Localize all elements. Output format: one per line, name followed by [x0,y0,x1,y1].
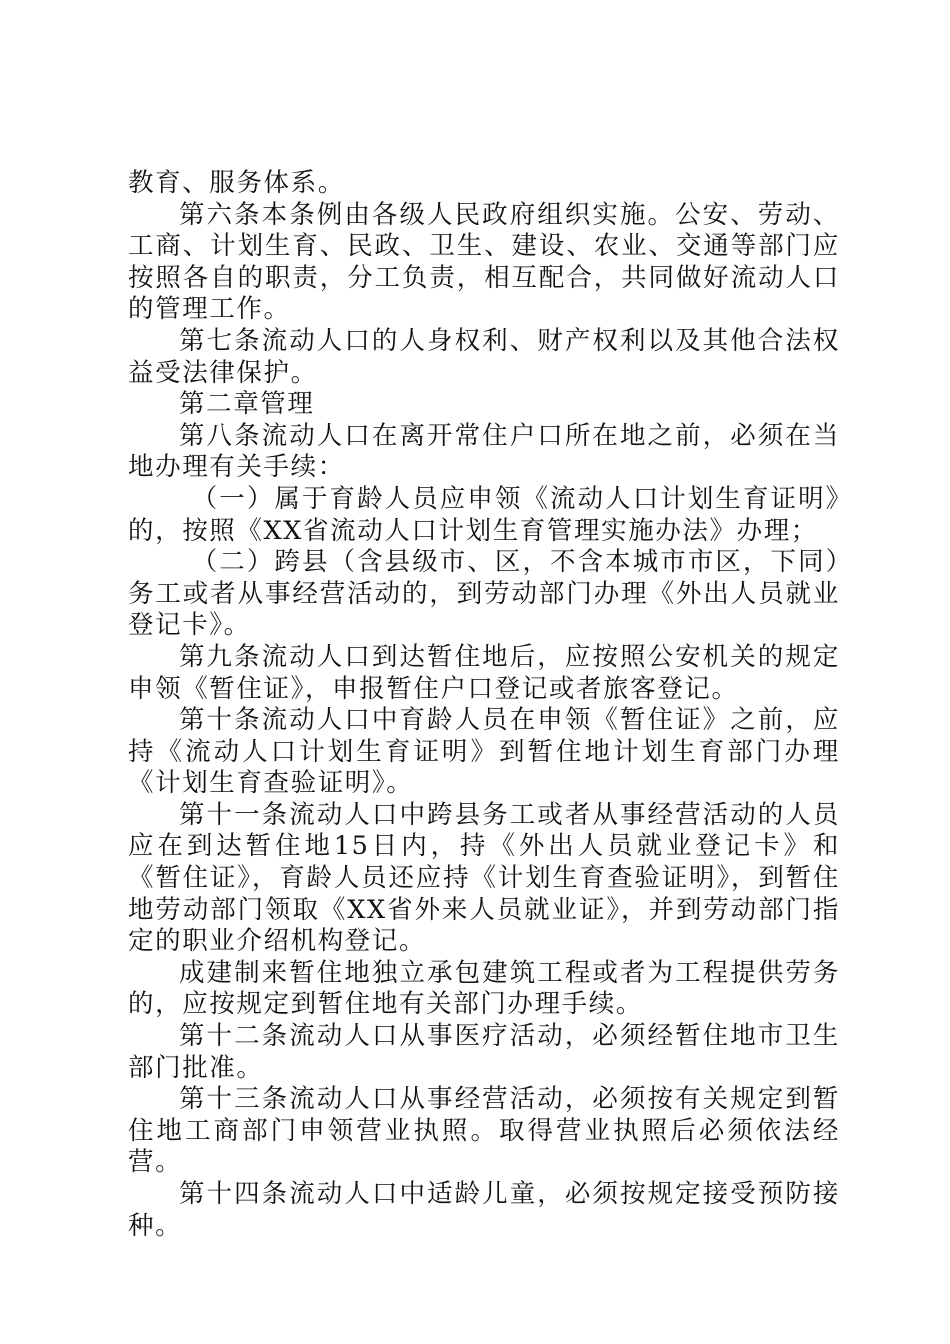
article-13: 第十三条流动人口从事经营活动，必须按有关规定到暂住地工商部门申领营业执照。取得营业执照后必须依法经营。 [128,1084,840,1178]
article-10: 第十条流动人口中育龄人员在申领《暂住证》之前，应持《流动人口计划生育证明》到暂住地计划生育部门办理《计划生育查验证明》。 [128,705,840,799]
article-9: 第九条流动人口到达暂住地后，应按照公安机关的规定申领《暂住证》，申报暂住户口登记或者旅客登记。 [128,641,840,704]
document-body [128,168,840,1242]
paragraph-continuation: 教育、服务体系。 [128,168,345,198]
article-11-supplement: 成建制来暂住地独立承包建筑工程或者为工程提供劳务的，应按规定到暂住地有关部门办理手续。 [128,957,840,1020]
article-8-item-1: （一）属于育龄人员应申领《流动人口计划生育证明》的，按照《XX省流动人口计划生育管理实施办法》办理； [128,483,840,546]
article-6: 第六条本条例由各级人民政府组织实施。公安、劳动、工商、计划生育、民政、卫生、建设、农业、交通等部门应按照各自的职责，分工负责，相互配合，共同做好流动人口的管理工作。 [128,199,840,325]
article-8-item-2: （二）跨县（含县级市、区，不含本城市市区，下同）务工或者从事经营活动的，到劳动部门办理《外出人员就业登记卡》。 [128,547,840,641]
chapter-heading: 第二章管理 [179,389,315,420]
article-8: 第八条流动人口在离开常住户口所在地之前，必须在当地办理有关手续： [128,420,840,483]
article-14: 第十四条流动人口中适龄儿童，必须按规定接受预防接种。 [128,1179,840,1241]
article-11: 第十一条流动人口中跨县务工或者从事经营活动的人员应在到达暂住地15日内，持《外出人员就业登记卡》和《暂住证》，育龄人员还应持《计划生育查验证明》，到暂住地劳动部门领取《XX省外来人员就业证》，并到劳动部门指定的职业介绍机构登记。 [128,799,840,957]
article-12: 第十二条流动人口从事医疗活动，必须经暂住地市卫生部门批准。 [128,1021,840,1083]
article-7: 第七条流动人口的人身权利、财产权利以及其他合法权益受法律保护。 [128,325,840,388]
